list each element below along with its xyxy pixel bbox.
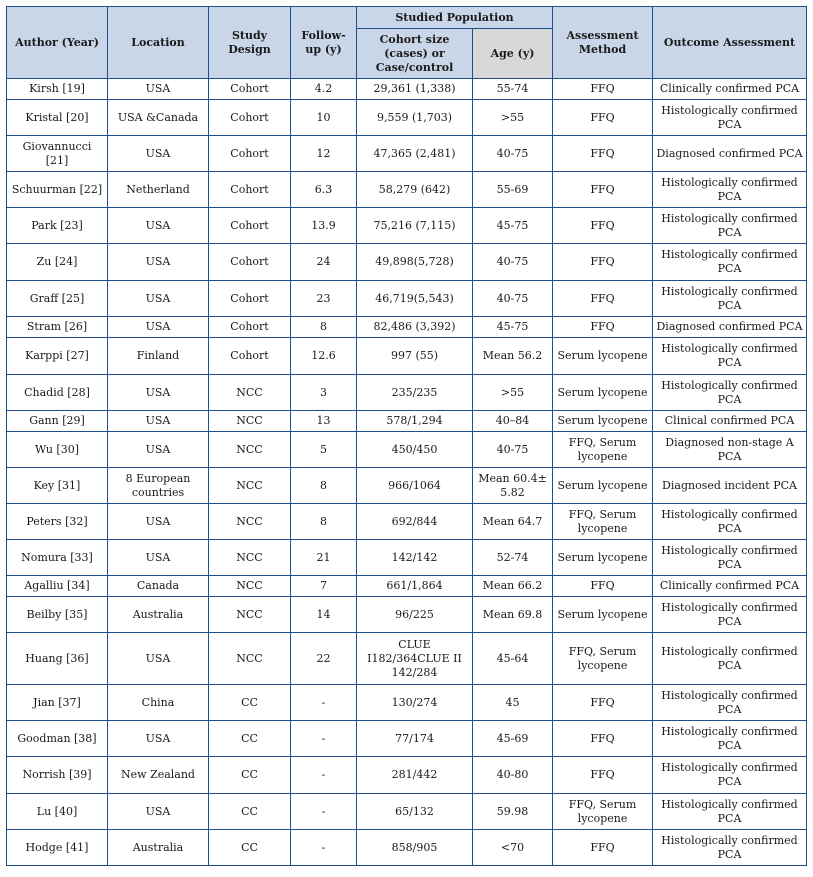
cell-age: Mean 56.2 (473, 338, 553, 375)
cell-assessment-method: FFQ (553, 685, 653, 721)
cell-location: USA (108, 411, 209, 432)
table-row (7, 830, 807, 866)
cell-study-design: NCC (209, 432, 291, 468)
cell-assessment-method: FFQ (553, 281, 653, 317)
cell-location: Australia (108, 597, 209, 633)
cell-outcome-assessment: Histologically confirmed PCA (653, 172, 807, 208)
cell-cohort-size: 96/225 (357, 597, 473, 633)
cell-cohort-size: 47,365 (2,481) (357, 136, 473, 172)
cell-assessment-method: Serum lycopene (553, 597, 653, 633)
table-row (7, 633, 807, 685)
cell-study-design: Cohort (209, 100, 291, 136)
cell-study-design: NCC (209, 540, 291, 576)
cell-assessment-method: Serum lycopene (553, 540, 653, 576)
cell-follow-up: 13 (291, 411, 357, 432)
table-row (7, 281, 807, 317)
cell-location: Finland (108, 338, 209, 375)
cell-assessment-method: FFQ, Serum lycopene (553, 794, 653, 830)
cell-follow-up: 12.6 (291, 338, 357, 375)
cell-outcome-assessment: Diagnosed confirmed PCA (653, 317, 807, 338)
cell-follow-up: 24 (291, 244, 357, 281)
cell-cohort-size: 75,216 (7,115) (357, 208, 473, 244)
cell-assessment-method: FFQ (553, 244, 653, 281)
cell-age: 59.98 (473, 794, 553, 830)
cell-study-design: Cohort (209, 79, 291, 100)
header-study-design: Study Design (209, 7, 291, 79)
header-age: Age (y) (473, 29, 553, 79)
table-row (7, 432, 807, 468)
cell-author: Norrish [39] (7, 757, 108, 794)
table-body (7, 79, 807, 866)
header-studied-population: Studied Population (357, 7, 553, 29)
cell-assessment-method: FFQ (553, 100, 653, 136)
table-row (7, 136, 807, 172)
table-row (7, 794, 807, 830)
cell-age: 52-74 (473, 540, 553, 576)
cell-follow-up: 22 (291, 633, 357, 685)
cell-author: Jian [37] (7, 685, 108, 721)
cell-age: 55-69 (473, 172, 553, 208)
header-assessment-method: Assessment Method (553, 7, 653, 79)
cell-outcome-assessment: Histologically confirmed PCA (653, 100, 807, 136)
cell-study-design: CC (209, 830, 291, 866)
header-outcome-assessment: Outcome Assessment (653, 7, 807, 79)
cell-study-design: Cohort (209, 208, 291, 244)
cell-assessment-method: Serum lycopene (553, 375, 653, 411)
cell-author: Key [31] (7, 468, 108, 504)
table-row (7, 208, 807, 244)
cell-age: Mean 66.2 (473, 576, 553, 597)
cell-study-design: NCC (209, 375, 291, 411)
table-row (7, 757, 807, 794)
cell-author: Goodman [38] (7, 721, 108, 757)
cell-author: Schuurman [22] (7, 172, 108, 208)
cell-cohort-size: 130/274 (357, 685, 473, 721)
cell-study-design: CC (209, 721, 291, 757)
cell-follow-up: 8 (291, 317, 357, 338)
cell-age: <70 (473, 830, 553, 866)
cell-outcome-assessment: Histologically confirmed PCA (653, 540, 807, 576)
cell-author: Huang [36] (7, 633, 108, 685)
cell-follow-up: - (291, 830, 357, 866)
cell-outcome-assessment: Histologically confirmed PCA (653, 721, 807, 757)
cell-study-design: Cohort (209, 338, 291, 375)
cell-cohort-size: 58,279 (642) (357, 172, 473, 208)
cell-assessment-method: FFQ (553, 136, 653, 172)
table-row (7, 172, 807, 208)
cell-location: China (108, 685, 209, 721)
cell-follow-up: - (291, 721, 357, 757)
cell-author: Kristal [20] (7, 100, 108, 136)
cell-location: USA (108, 504, 209, 540)
cell-location: New Zealand (108, 757, 209, 794)
cell-cohort-size: 997 (55) (357, 338, 473, 375)
cell-follow-up: 3 (291, 375, 357, 411)
cell-cohort-size: 858/905 (357, 830, 473, 866)
cell-cohort-size: 578/1,294 (357, 411, 473, 432)
table-row (7, 338, 807, 375)
cell-study-design: NCC (209, 597, 291, 633)
cell-author: Stram [26] (7, 317, 108, 338)
cell-follow-up: 5 (291, 432, 357, 468)
cell-location: Canada (108, 576, 209, 597)
cell-cohort-size: 235/235 (357, 375, 473, 411)
cell-age: >55 (473, 375, 553, 411)
cell-outcome-assessment: Diagnosed confirmed PCA (653, 136, 807, 172)
cell-outcome-assessment: Histologically confirmed PCA (653, 597, 807, 633)
cell-assessment-method: Serum lycopene (553, 338, 653, 375)
header-location: Location (108, 7, 209, 79)
cell-location: USA (108, 281, 209, 317)
table-row (7, 244, 807, 281)
cell-follow-up: 10 (291, 100, 357, 136)
cell-outcome-assessment: Clinically confirmed PCA (653, 79, 807, 100)
cell-location: USA (108, 721, 209, 757)
cell-location: USA &Canada (108, 100, 209, 136)
cell-cohort-size: 142/142 (357, 540, 473, 576)
cell-cohort-size: 281/442 (357, 757, 473, 794)
cell-outcome-assessment: Diagnosed non-stage A PCA (653, 432, 807, 468)
cell-study-design: Cohort (209, 244, 291, 281)
cell-location: USA (108, 540, 209, 576)
cell-assessment-method: FFQ (553, 721, 653, 757)
cell-outcome-assessment: Clinically confirmed PCA (653, 576, 807, 597)
cell-cohort-size: 661/1,864 (357, 576, 473, 597)
cell-outcome-assessment: Histologically confirmed PCA (653, 504, 807, 540)
cell-author: Karppi [27] (7, 338, 108, 375)
cell-study-design: NCC (209, 468, 291, 504)
cell-outcome-assessment: Histologically confirmed PCA (653, 244, 807, 281)
cell-assessment-method: FFQ (553, 757, 653, 794)
cell-age: 45-69 (473, 721, 553, 757)
cell-assessment-method: FFQ (553, 208, 653, 244)
cell-outcome-assessment: Diagnosed incident PCA (653, 468, 807, 504)
cell-assessment-method: FFQ (553, 576, 653, 597)
cell-follow-up: 21 (291, 540, 357, 576)
cell-cohort-size: 692/844 (357, 504, 473, 540)
cell-assessment-method: Serum lycopene (553, 411, 653, 432)
cell-location: USA (108, 794, 209, 830)
cell-cohort-size: 46,719(5,543) (357, 281, 473, 317)
table-row (7, 375, 807, 411)
cell-follow-up: 13.9 (291, 208, 357, 244)
cell-author: Kirsh [19] (7, 79, 108, 100)
cell-age: 45-75 (473, 208, 553, 244)
cell-study-design: CC (209, 757, 291, 794)
cell-cohort-size: 966/1064 (357, 468, 473, 504)
cell-cohort-size: 29,361 (1,338) (357, 79, 473, 100)
cell-follow-up: - (291, 794, 357, 830)
cell-location: 8 European countries (108, 468, 209, 504)
cell-age: 55-74 (473, 79, 553, 100)
cell-location: USA (108, 136, 209, 172)
cell-age: 45-64 (473, 633, 553, 685)
cell-assessment-method: FFQ (553, 172, 653, 208)
cell-age: 40-75 (473, 281, 553, 317)
cell-study-design: NCC (209, 411, 291, 432)
table-header (7, 7, 807, 79)
cell-assessment-method: FFQ, Serum lycopene (553, 504, 653, 540)
cell-assessment-method: Serum lycopene (553, 468, 653, 504)
cell-author: Zu [24] (7, 244, 108, 281)
cell-outcome-assessment: Histologically confirmed PCA (653, 208, 807, 244)
cell-outcome-assessment: Histologically confirmed PCA (653, 757, 807, 794)
cell-age: 40–84 (473, 411, 553, 432)
cell-location: USA (108, 317, 209, 338)
cell-cohort-size: 65/132 (357, 794, 473, 830)
table-row (7, 317, 807, 338)
header-follow-up: Follow-up (y) (291, 7, 357, 79)
cell-location: USA (108, 79, 209, 100)
table-row (7, 685, 807, 721)
cell-study-design: NCC (209, 504, 291, 540)
table-row (7, 411, 807, 432)
cell-outcome-assessment: Histologically confirmed PCA (653, 375, 807, 411)
cell-study-design: CC (209, 685, 291, 721)
cell-follow-up: - (291, 757, 357, 794)
cell-age: 45 (473, 685, 553, 721)
cell-outcome-assessment: Histologically confirmed PCA (653, 830, 807, 866)
cell-follow-up: 14 (291, 597, 357, 633)
table-row (7, 79, 807, 100)
cell-outcome-assessment: Histologically confirmed PCA (653, 281, 807, 317)
cell-outcome-assessment: Clinical confirmed PCA (653, 411, 807, 432)
cell-age: Mean 64.7 (473, 504, 553, 540)
cell-author: Giovannucci [21] (7, 136, 108, 172)
cell-author: Nomura [33] (7, 540, 108, 576)
cell-cohort-size: 450/450 (357, 432, 473, 468)
cell-follow-up: 4.2 (291, 79, 357, 100)
cell-author: Chadid [28] (7, 375, 108, 411)
cell-follow-up: 7 (291, 576, 357, 597)
cell-age: 40-80 (473, 757, 553, 794)
cell-follow-up: 12 (291, 136, 357, 172)
cell-study-design: Cohort (209, 317, 291, 338)
cell-author: Hodge [41] (7, 830, 108, 866)
cell-age: 40-75 (473, 136, 553, 172)
cell-cohort-size: 77/174 (357, 721, 473, 757)
cell-age: 40-75 (473, 244, 553, 281)
cell-location: USA (108, 633, 209, 685)
cell-study-design: Cohort (209, 281, 291, 317)
cell-study-design: Cohort (209, 172, 291, 208)
cell-cohort-size: 9,559 (1,703) (357, 100, 473, 136)
cell-author: Wu [30] (7, 432, 108, 468)
cell-author: Graff [25] (7, 281, 108, 317)
cell-cohort-size: 82,486 (3,392) (357, 317, 473, 338)
studies-table (6, 6, 807, 866)
cell-location: Netherland (108, 172, 209, 208)
cell-assessment-method: FFQ, Serum lycopene (553, 432, 653, 468)
cell-follow-up: 8 (291, 504, 357, 540)
cell-author: Gann [29] (7, 411, 108, 432)
cell-study-design: CC (209, 794, 291, 830)
header-cohort-size: Cohort size (cases) or Case/control (357, 29, 473, 79)
cell-author: Peters [32] (7, 504, 108, 540)
cell-age: Mean 69.8 (473, 597, 553, 633)
cell-age: >55 (473, 100, 553, 136)
cell-assessment-method: FFQ (553, 830, 653, 866)
header-author: Author (Year) (7, 7, 108, 79)
cell-outcome-assessment: Histologically confirmed PCA (653, 338, 807, 375)
cell-study-design: Cohort (209, 136, 291, 172)
table-row (7, 540, 807, 576)
table-row (7, 597, 807, 633)
cell-age: 45-75 (473, 317, 553, 338)
table-row (7, 576, 807, 597)
cell-author: Park [23] (7, 208, 108, 244)
cell-study-design: NCC (209, 576, 291, 597)
cell-cohort-size: CLUE I182/364CLUE II 142/284 (357, 633, 473, 685)
cell-author: Lu [40] (7, 794, 108, 830)
table-row (7, 100, 807, 136)
cell-assessment-method: FFQ (553, 79, 653, 100)
cell-outcome-assessment: Histologically confirmed PCA (653, 794, 807, 830)
cell-study-design: NCC (209, 633, 291, 685)
cell-assessment-method: FFQ (553, 317, 653, 338)
cell-follow-up: 6.3 (291, 172, 357, 208)
cell-location: Australia (108, 830, 209, 866)
cell-follow-up: 8 (291, 468, 357, 504)
cell-location: USA (108, 208, 209, 244)
cell-assessment-method: FFQ, Serum lycopene (553, 633, 653, 685)
cell-outcome-assessment: Histologically confirmed PCA (653, 685, 807, 721)
cell-cohort-size: 49,898(5,728) (357, 244, 473, 281)
cell-outcome-assessment: Histologically confirmed PCA (653, 633, 807, 685)
cell-follow-up: 23 (291, 281, 357, 317)
cell-follow-up: - (291, 685, 357, 721)
cell-author: Beilby [35] (7, 597, 108, 633)
cell-location: USA (108, 244, 209, 281)
cell-age: Mean 60.4± 5.82 (473, 468, 553, 504)
cell-age: 40-75 (473, 432, 553, 468)
table-row (7, 468, 807, 504)
table-row (7, 721, 807, 757)
cell-author: Agalliu [34] (7, 576, 108, 597)
cell-location: USA (108, 432, 209, 468)
cell-location: USA (108, 375, 209, 411)
table-row (7, 504, 807, 540)
